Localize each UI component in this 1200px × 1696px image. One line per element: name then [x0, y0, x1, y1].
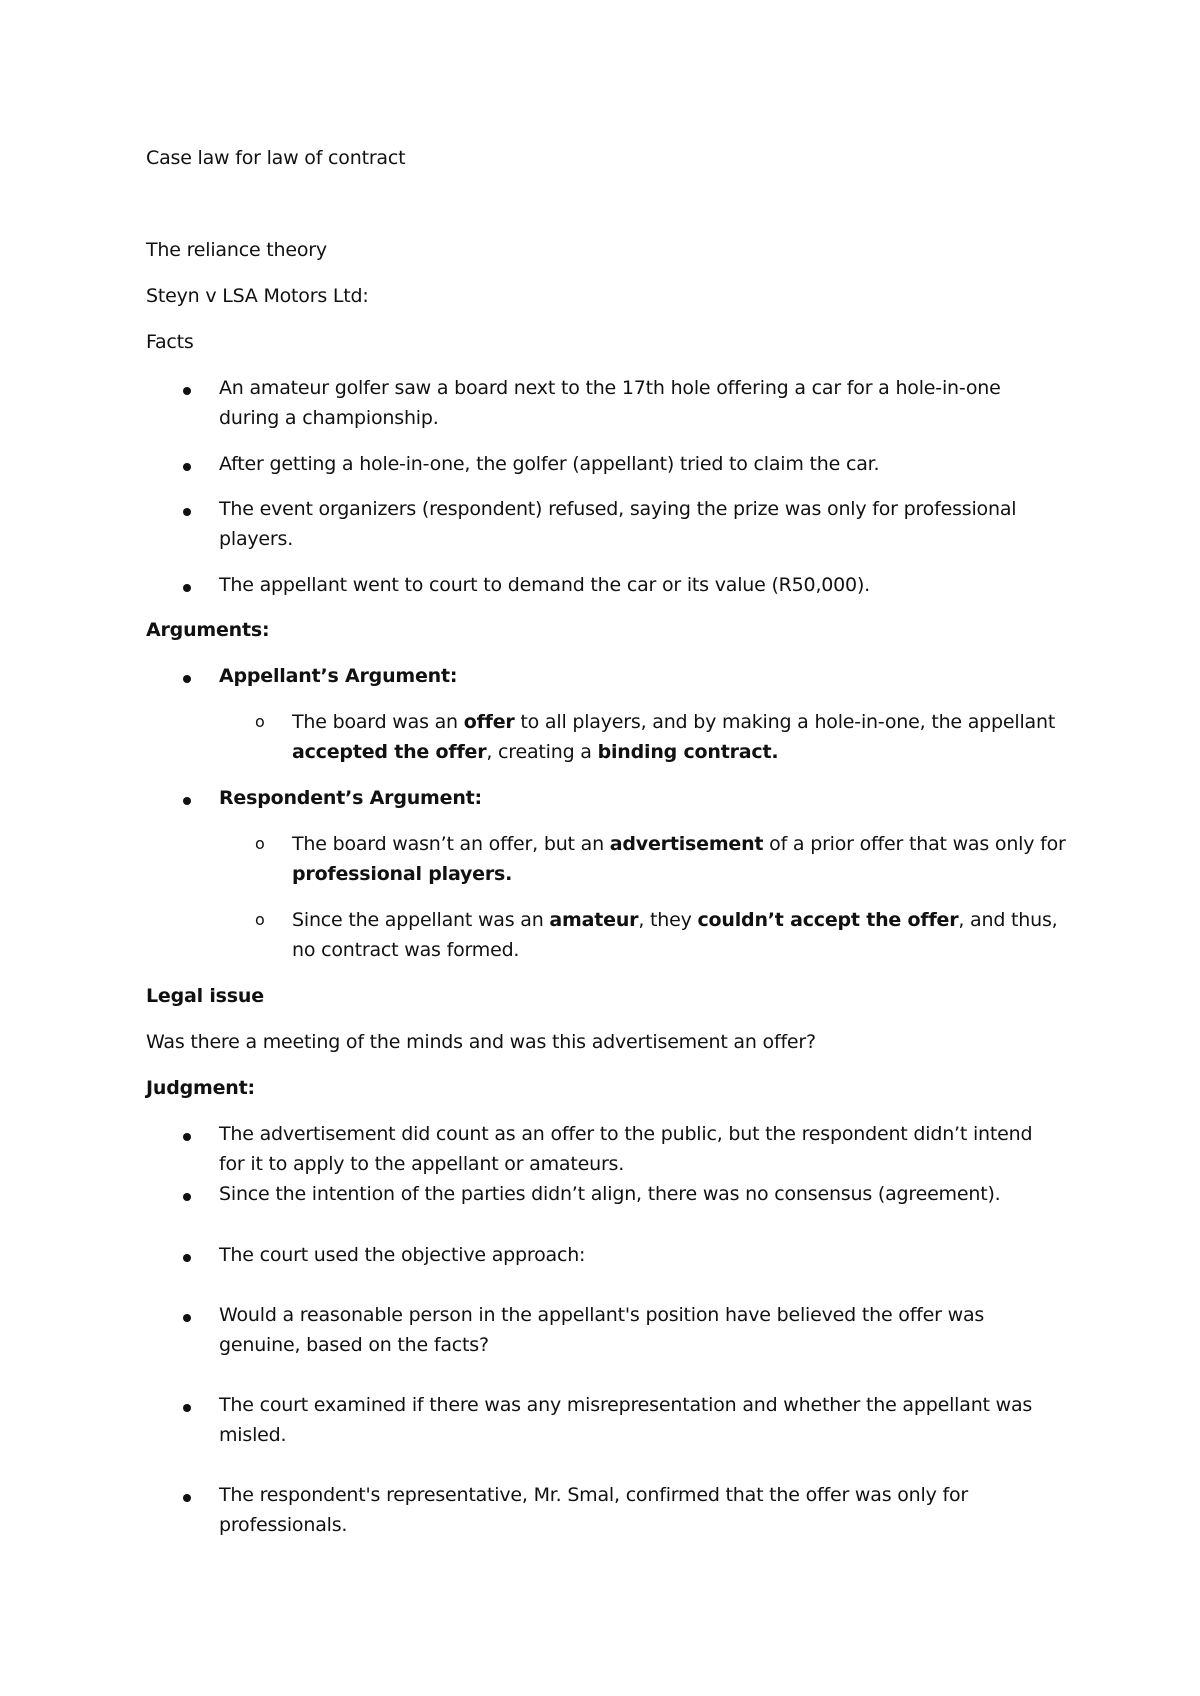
- text-run: Since the appellant was an: [292, 909, 550, 931]
- text-run-bold: binding contract: [597, 741, 772, 763]
- document-title: Case law for law of contract: [146, 147, 406, 169]
- list-item-text: misled.: [219, 1424, 287, 1446]
- text-run-bold: professional players.: [292, 863, 513, 885]
- list-item-text: players.: [219, 528, 294, 550]
- text-run-bold: advertisement: [609, 833, 764, 855]
- bullet-icon: [183, 1193, 191, 1201]
- text-run-bold: offer: [463, 711, 515, 733]
- respondent-heading: Respondent’s Argument:: [219, 787, 482, 809]
- legal-issue-heading: Legal issue: [146, 985, 264, 1007]
- list-item-text: The court examined if there was any misrepresentation and whether the appellant was: [219, 1394, 1033, 1416]
- legal-issue-text: Was there a meeting of the minds and was this advertisement an offer?: [146, 1031, 816, 1053]
- bullet-icon: [183, 797, 191, 805]
- sub-bullet-icon: o: [255, 910, 265, 929]
- bullet-icon: [183, 1404, 191, 1412]
- case-name: Steyn v LSA Motors Ltd:: [146, 285, 369, 307]
- list-item-text: After getting a hole-in-one, the golfer (appellant) tried to claim the car.: [219, 453, 880, 475]
- text-run: The board was an: [292, 711, 464, 733]
- list-item-text: The respondent's representative, Mr. Smal, confirmed that the offer was only for: [219, 1484, 969, 1506]
- text-run: , they: [638, 909, 698, 931]
- list-item-text: Would a reasonable person in the appellant's position have believed the offer was: [219, 1304, 985, 1326]
- list-item-text: An amateur golfer saw a board next to the 17th hole offering a car for a hole-in-one: [219, 377, 1001, 399]
- bullet-icon: [183, 463, 191, 471]
- text-run: The board wasn’t an offer, but an: [292, 833, 610, 855]
- list-item-text: The event organizers (respondent) refused, saying the prize was only for professional: [219, 498, 1017, 520]
- appellant-heading: Appellant’s Argument:: [219, 665, 458, 687]
- bullet-icon: [183, 1494, 191, 1502]
- list-item-text: The appellant went to court to demand the car or its value (R50,000).: [219, 574, 870, 596]
- bullet-icon: [183, 1314, 191, 1322]
- text-run: no contract was formed.: [292, 939, 520, 961]
- list-item-text: Since the intention of the parties didn’t align, there was no consensus (agreement).: [219, 1183, 1001, 1205]
- list-item-text: The advertisement did count as an offer to the public, but the respondent didn’t intend: [219, 1123, 1033, 1145]
- text-run-bold: amateur: [549, 909, 639, 931]
- respondent-point: [292, 829, 1092, 889]
- judgment-heading: Judgment:: [146, 1077, 255, 1099]
- bullet-icon: [183, 508, 191, 516]
- text-run: , creating a: [486, 741, 598, 763]
- section-heading: The reliance theory: [146, 239, 327, 261]
- respondent-point: [292, 905, 1092, 965]
- text-run: of a prior offer that was only for: [763, 833, 1066, 855]
- list-item-text: for it to apply to the appellant or amateurs.: [219, 1153, 625, 1175]
- bullet-icon: [183, 1254, 191, 1262]
- bullet-icon: [183, 584, 191, 592]
- sub-bullet-icon: o: [255, 712, 265, 731]
- text-run-bold: couldn’t accept the offer: [697, 909, 959, 931]
- list-item-text: professionals.: [219, 1514, 348, 1536]
- bullet-icon: [183, 1133, 191, 1141]
- list-item-text: genuine, based on the facts?: [219, 1334, 489, 1356]
- list-item-text: The court used the objective approach:: [219, 1244, 586, 1266]
- arguments-heading: Arguments:: [146, 619, 270, 641]
- facts-heading: Facts: [146, 331, 194, 353]
- text-run-bold: .: [771, 741, 779, 763]
- sub-bullet-icon: o: [255, 834, 265, 853]
- bullet-icon: [183, 387, 191, 395]
- list-item-text: during a championship.: [219, 407, 439, 429]
- appellant-point: [292, 707, 1092, 767]
- text-run-bold: accepted the offer: [292, 741, 487, 763]
- text-run: , and thus,: [958, 909, 1058, 931]
- text-run: to all players, and by making a hole-in-one, the appellant: [514, 711, 1056, 733]
- bullet-icon: [183, 675, 191, 683]
